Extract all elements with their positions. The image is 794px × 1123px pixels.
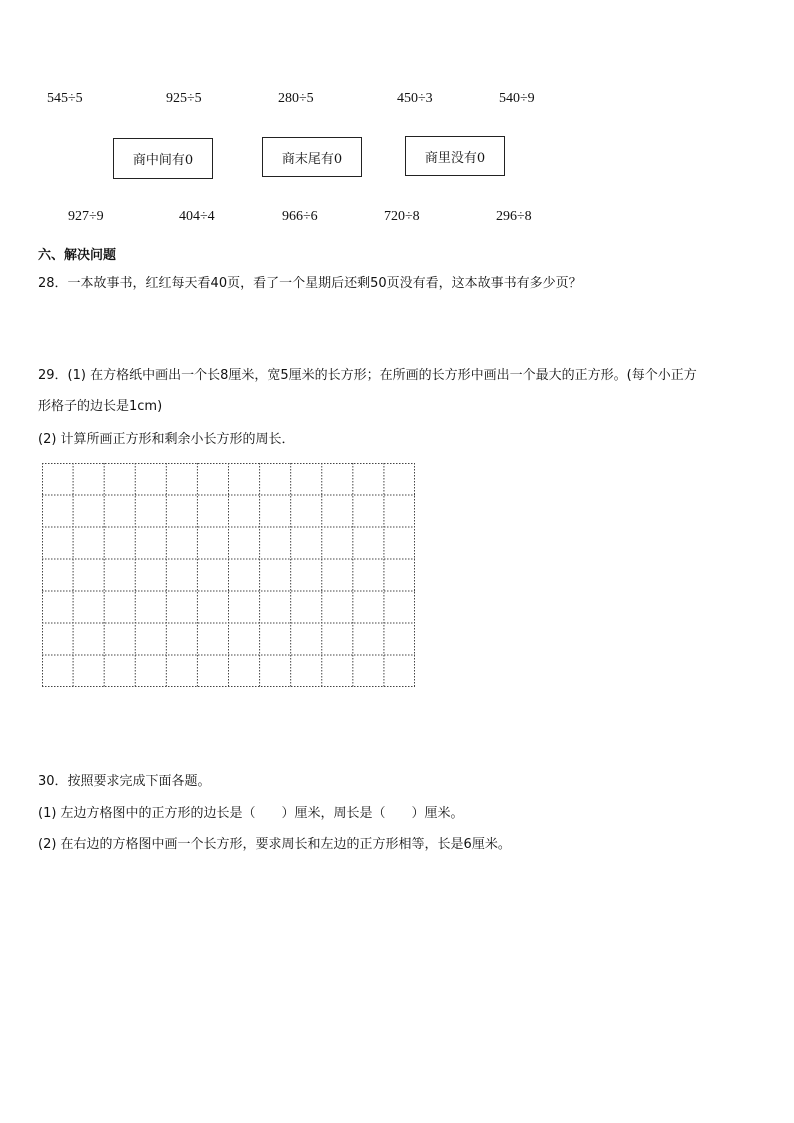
section-title: 六、解决问题 [38, 248, 117, 263]
grid-paper[interactable] [42, 463, 415, 687]
expr-top-3: 280÷5 [278, 91, 314, 106]
expr-top-2: 925÷5 [166, 91, 202, 106]
expr-top-5: 540÷9 [499, 91, 535, 106]
category-box-middle-zero[interactable]: 商中间有0 [113, 138, 213, 179]
question-30-part2: (2) 在右边的方格图中画一个长方形，要求周长和左边的正方形相等，长是6厘米。 [38, 837, 511, 852]
expr-bottom-1: 927÷9 [68, 209, 104, 224]
question-28: 28．一本故事书，红红每天看40页，看了一个星期后还剩50页没有看，这本故事书有多少页？ [38, 276, 582, 291]
expr-bottom-2: 404÷4 [179, 209, 215, 224]
question-29-line3: (2) 计算所画正方形和剩余小长方形的周长． [38, 432, 295, 447]
expr-top-1: 545÷5 [47, 91, 83, 106]
expr-bottom-4: 720÷8 [384, 209, 420, 224]
question-30-part1: (1) 左边方格图中的正方形的边长是（ ）厘米，周长是（ ）厘米。 [38, 806, 464, 821]
category-box-end-zero[interactable]: 商末尾有0 [262, 137, 362, 177]
expr-bottom-5: 296÷8 [496, 209, 532, 224]
question-30-title: 30．按照要求完成下面各题。 [38, 774, 211, 789]
question-29-line2: 形格子的边长是1cm) [38, 399, 163, 414]
category-box-no-zero[interactable]: 商里没有0 [405, 136, 505, 176]
expr-bottom-3: 966÷6 [282, 209, 318, 224]
expr-top-4: 450÷3 [397, 91, 433, 106]
question-29-line1: 29．(1) 在方格纸中画出一个长8厘米，宽5厘米的长方形；在所画的长方形中画出一个最大的正方形。(每个小正方 [38, 368, 697, 383]
